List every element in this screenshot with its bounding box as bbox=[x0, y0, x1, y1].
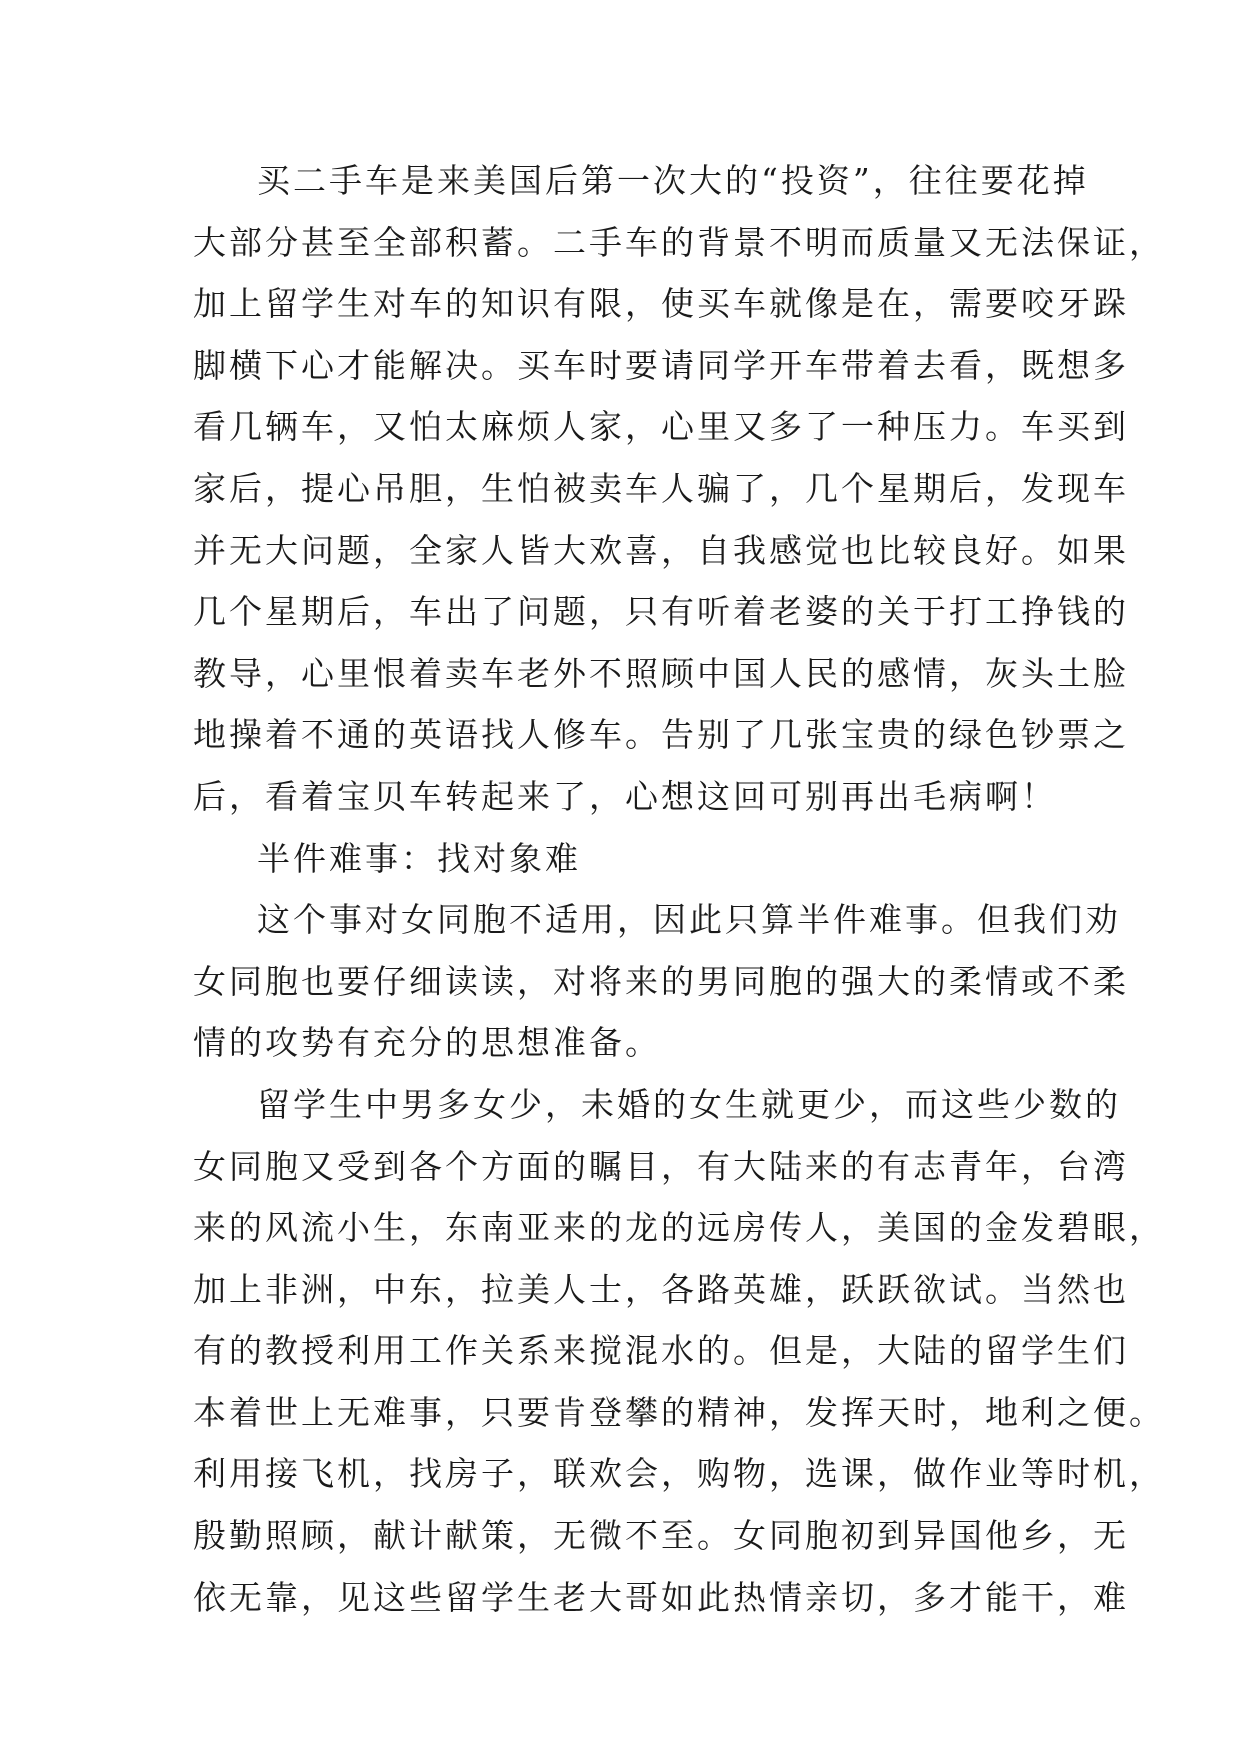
text-line: 加上留学生对车的知识有限，使买车就像是在，需要咬牙跺 bbox=[193, 284, 1129, 324]
text-line: 情的攻势有充分的思想准备。 bbox=[193, 1023, 661, 1063]
text-line: 几个星期后，车出了问题，只有听着老婆的关于打工挣钱的 bbox=[193, 592, 1129, 632]
text-line: 有的教授利用工作关系来搅混水的。但是，大陆的留学生们 bbox=[193, 1331, 1129, 1371]
text-line: 半件难事：找对象难 bbox=[257, 838, 581, 878]
text-line: 地操着不通的英语找人修车。告别了几张宝贵的绿色钞票之 bbox=[193, 715, 1129, 755]
text-line: 留学生中男多女少，未婚的女生就更少，而这些少数的 bbox=[257, 1084, 1121, 1124]
body-text bbox=[193, 150, 1165, 1628]
text-line: 依无靠，见这些留学生老大哥如此热情亲切，多才能干，难 bbox=[193, 1577, 1129, 1617]
text-line: 大部分甚至全部积蓄。二手车的背景不明而质量又无法保证， bbox=[193, 222, 1165, 262]
text-line: 本着世上无难事，只要肯登攀的精神，发挥天时，地利之便。 bbox=[193, 1392, 1165, 1432]
text-line: 买二手车是来美国后第一次大的“投资”，往往要花掉 bbox=[257, 161, 1089, 200]
text-line: 女同胞又受到各个方面的瞩目，有大陆来的有志青年，台湾 bbox=[193, 1146, 1129, 1186]
text-line: 家后，提心吊胆，生怕被卖车人骗了，几个星期后，发现车 bbox=[193, 468, 1129, 508]
text-line: 来的风流小生，东南亚来的龙的远房传人，美国的金发碧眼， bbox=[193, 1208, 1165, 1248]
text-line: 女同胞也要仔细读读，对将来的男同胞的强大的柔情或不柔 bbox=[193, 961, 1129, 1001]
text-line: 利用接飞机，找房子，联欢会，购物，选课，做作业等时机， bbox=[193, 1454, 1165, 1494]
text-line: 这个事对女同胞不适用，因此只算半件难事。但我们劝 bbox=[257, 900, 1121, 940]
text-line: 教导，心里恨着卖车老外不照顾中国人民的感情，灰头土脸 bbox=[193, 653, 1129, 693]
text-line: 脚横下心才能解决。买车时要请同学开车带着去看，既想多 bbox=[193, 345, 1129, 385]
text-line: 并无大问题，全家人皆大欢喜，自我感觉也比较良好。如果 bbox=[193, 530, 1129, 570]
text-line: 看几辆车，又怕太麻烦人家，心里又多了一种压力。车买到 bbox=[193, 407, 1129, 447]
text-line: 殷勤照顾，献计献策，无微不至。女同胞初到异国他乡，无 bbox=[193, 1516, 1129, 1556]
text-line: 后，看着宝贝车转起来了，心想这回可别再出毛病啊！ bbox=[193, 776, 1057, 816]
text-line: 加上非洲，中东，拉美人士，各路英雄，跃跃欲试。当然也 bbox=[193, 1269, 1129, 1309]
